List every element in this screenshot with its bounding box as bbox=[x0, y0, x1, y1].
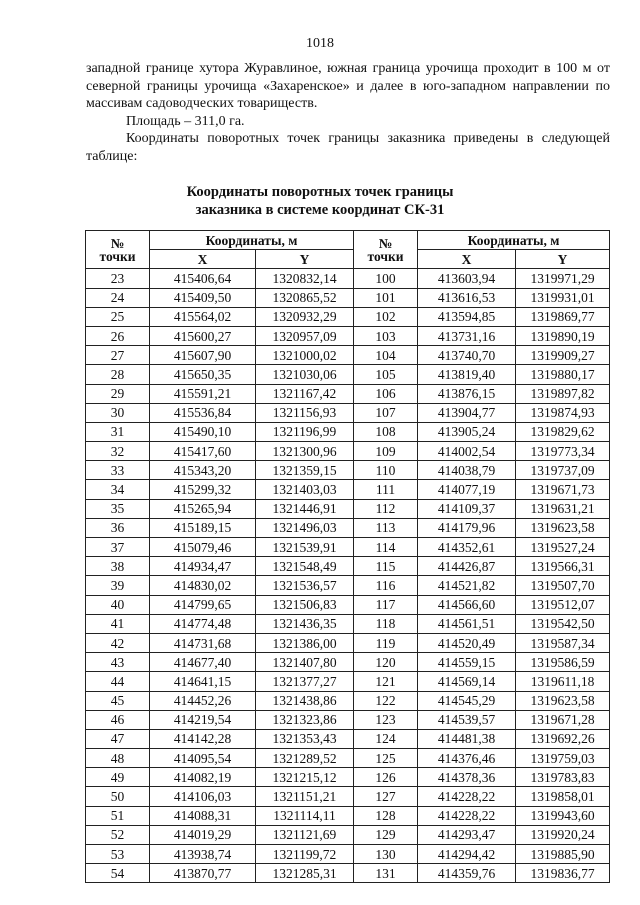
header-point-number-right: № точки bbox=[354, 231, 418, 269]
cell-x-right: 413876,15 bbox=[418, 384, 516, 403]
cell-x-right: 414228,22 bbox=[418, 806, 516, 825]
cell-x-left: 415490,10 bbox=[150, 422, 256, 441]
table-row bbox=[86, 825, 610, 844]
cell-y-right: 1319759,03 bbox=[516, 749, 610, 768]
cell-x-left: 414142,28 bbox=[150, 729, 256, 748]
table-row bbox=[86, 538, 610, 557]
cell-y-left: 1320832,14 bbox=[256, 269, 354, 288]
cell-point-number-left: 40 bbox=[86, 595, 150, 614]
cell-point-number-right: 103 bbox=[354, 326, 418, 345]
cell-x-left: 415564,02 bbox=[150, 307, 256, 326]
cell-point-number-right: 111 bbox=[354, 480, 418, 499]
cell-x-right: 413616,53 bbox=[418, 288, 516, 307]
cell-y-left: 1321377,27 bbox=[256, 672, 354, 691]
cell-y-right: 1319858,01 bbox=[516, 787, 610, 806]
cell-y-left: 1321496,03 bbox=[256, 518, 354, 537]
cell-y-left: 1321030,06 bbox=[256, 365, 354, 384]
header-point-number-left: № точки bbox=[86, 231, 150, 269]
cell-point-number-left: 32 bbox=[86, 442, 150, 461]
cell-x-left: 415343,20 bbox=[150, 461, 256, 480]
cell-x-right: 413731,16 bbox=[418, 326, 516, 345]
cell-x-right: 414566,60 bbox=[418, 595, 516, 614]
cell-y-left: 1321300,96 bbox=[256, 442, 354, 461]
cell-y-right: 1319869,77 bbox=[516, 307, 610, 326]
cell-x-left: 414774,48 bbox=[150, 614, 256, 633]
cell-x-right: 414378,36 bbox=[418, 768, 516, 787]
cell-point-number-left: 33 bbox=[86, 461, 150, 480]
table-row bbox=[86, 729, 610, 748]
header-x-left: X bbox=[150, 250, 256, 269]
cell-x-right: 413819,40 bbox=[418, 365, 516, 384]
cell-point-number-right: 131 bbox=[354, 864, 418, 883]
cell-y-right: 1319874,93 bbox=[516, 403, 610, 422]
cell-point-number-left: 31 bbox=[86, 422, 150, 441]
cell-y-left: 1321353,43 bbox=[256, 729, 354, 748]
cell-x-right: 414352,61 bbox=[418, 538, 516, 557]
cell-point-number-right: 123 bbox=[354, 710, 418, 729]
cell-x-right: 414077,19 bbox=[418, 480, 516, 499]
table-row bbox=[86, 845, 610, 864]
cell-point-number-left: 23 bbox=[86, 269, 150, 288]
cell-y-right: 1319623,58 bbox=[516, 691, 610, 710]
cell-point-number-left: 49 bbox=[86, 768, 150, 787]
cell-x-left: 413870,77 bbox=[150, 864, 256, 883]
cell-point-number-left: 52 bbox=[86, 825, 150, 844]
table-row bbox=[86, 403, 610, 422]
cell-y-right: 1319897,82 bbox=[516, 384, 610, 403]
cell-x-left: 415417,60 bbox=[150, 442, 256, 461]
intro-paragraph-area: Площадь – 311,0 га. bbox=[126, 113, 245, 129]
table-row bbox=[86, 499, 610, 518]
table-row bbox=[86, 672, 610, 691]
cell-point-number-left: 29 bbox=[86, 384, 150, 403]
cell-x-left: 414799,65 bbox=[150, 595, 256, 614]
table-row bbox=[86, 269, 610, 288]
cell-x-right: 414539,57 bbox=[418, 710, 516, 729]
cell-x-left: 414088,31 bbox=[150, 806, 256, 825]
table-row bbox=[86, 442, 610, 461]
cell-y-right: 1319737,09 bbox=[516, 461, 610, 480]
cell-point-number-left: 34 bbox=[86, 480, 150, 499]
cell-x-right: 413740,70 bbox=[418, 346, 516, 365]
cell-x-left: 414095,54 bbox=[150, 749, 256, 768]
cell-point-number-right: 118 bbox=[354, 614, 418, 633]
cell-x-left: 415591,21 bbox=[150, 384, 256, 403]
cell-x-left: 415409,50 bbox=[150, 288, 256, 307]
cell-y-right: 1319587,34 bbox=[516, 633, 610, 652]
header-y-right: Y bbox=[516, 250, 610, 269]
cell-y-right: 1319909,27 bbox=[516, 346, 610, 365]
cell-x-left: 415406,64 bbox=[150, 269, 256, 288]
cell-y-right: 1319507,70 bbox=[516, 576, 610, 595]
cell-point-number-right: 104 bbox=[354, 346, 418, 365]
cell-x-left: 414677,40 bbox=[150, 653, 256, 672]
cell-point-number-left: 35 bbox=[86, 499, 150, 518]
cell-x-left: 415536,84 bbox=[150, 403, 256, 422]
cell-x-left: 413938,74 bbox=[150, 845, 256, 864]
cell-x-right: 414559,15 bbox=[418, 653, 516, 672]
cell-x-right: 413603,94 bbox=[418, 269, 516, 288]
cell-y-left: 1320957,09 bbox=[256, 326, 354, 345]
cell-point-number-left: 25 bbox=[86, 307, 150, 326]
cell-point-number-left: 28 bbox=[86, 365, 150, 384]
cell-x-left: 415079,46 bbox=[150, 538, 256, 557]
cell-point-number-right: 107 bbox=[354, 403, 418, 422]
table-title-line-1: Координаты поворотных точек границы bbox=[186, 184, 454, 200]
cell-y-left: 1321536,57 bbox=[256, 576, 354, 595]
cell-point-number-left: 54 bbox=[86, 864, 150, 883]
cell-x-left: 415650,35 bbox=[150, 365, 256, 384]
cell-y-right: 1319566,31 bbox=[516, 557, 610, 576]
cell-y-left: 1321436,35 bbox=[256, 614, 354, 633]
cell-x-right: 414569,14 bbox=[418, 672, 516, 691]
table-row bbox=[86, 768, 610, 787]
cell-x-right: 414002,54 bbox=[418, 442, 516, 461]
cell-x-right: 414545,29 bbox=[418, 691, 516, 710]
cell-point-number-right: 106 bbox=[354, 384, 418, 403]
cell-point-number-left: 26 bbox=[86, 326, 150, 345]
cell-y-right: 1319586,59 bbox=[516, 653, 610, 672]
cell-x-left: 414082,19 bbox=[150, 768, 256, 787]
cell-y-left: 1321215,12 bbox=[256, 768, 354, 787]
cell-x-right: 414228,22 bbox=[418, 787, 516, 806]
table-row bbox=[86, 365, 610, 384]
cell-y-right: 1319671,28 bbox=[516, 710, 610, 729]
table-row bbox=[86, 806, 610, 825]
cell-point-number-left: 24 bbox=[86, 288, 150, 307]
cell-x-right: 414520,49 bbox=[418, 633, 516, 652]
cell-y-left: 1321539,91 bbox=[256, 538, 354, 557]
cell-point-number-left: 36 bbox=[86, 518, 150, 537]
cell-x-left: 414641,15 bbox=[150, 672, 256, 691]
cell-x-right: 414561,51 bbox=[418, 614, 516, 633]
intro-paragraph-1: западной границе хутора Журавлиное, южная граница урочища проходит в 100 м от северной границы урочища «Захаренское» и далее в юго-западном направлении по массивам садоводческих товариществ. bbox=[86, 61, 610, 111]
cell-point-number-left: 46 bbox=[86, 710, 150, 729]
cell-y-right: 1319783,83 bbox=[516, 768, 610, 787]
cell-y-right: 1319692,26 bbox=[516, 729, 610, 748]
cell-point-number-left: 39 bbox=[86, 576, 150, 595]
cell-y-right: 1319836,77 bbox=[516, 864, 610, 883]
cell-point-number-left: 43 bbox=[86, 653, 150, 672]
cell-x-right: 414359,76 bbox=[418, 864, 516, 883]
cell-y-right: 1319885,90 bbox=[516, 845, 610, 864]
cell-y-left: 1321323,86 bbox=[256, 710, 354, 729]
cell-point-number-left: 41 bbox=[86, 614, 150, 633]
cell-x-left: 414830,02 bbox=[150, 576, 256, 595]
cell-point-number-left: 30 bbox=[86, 403, 150, 422]
table-row bbox=[86, 422, 610, 441]
coordinates-table bbox=[85, 230, 610, 883]
cell-x-right: 414426,87 bbox=[418, 557, 516, 576]
cell-y-left: 1321167,42 bbox=[256, 384, 354, 403]
header-y-left: Y bbox=[256, 250, 354, 269]
cell-point-number-right: 120 bbox=[354, 653, 418, 672]
cell-point-number-left: 51 bbox=[86, 806, 150, 825]
cell-point-number-right: 105 bbox=[354, 365, 418, 384]
cell-y-right: 1319931,01 bbox=[516, 288, 610, 307]
cell-x-right: 414109,37 bbox=[418, 499, 516, 518]
cell-y-left: 1321156,93 bbox=[256, 403, 354, 422]
cell-point-number-right: 102 bbox=[354, 307, 418, 326]
cell-y-right: 1319971,29 bbox=[516, 269, 610, 288]
cell-y-right: 1319890,19 bbox=[516, 326, 610, 345]
cell-y-left: 1321289,52 bbox=[256, 749, 354, 768]
cell-x-right: 413905,24 bbox=[418, 422, 516, 441]
cell-point-number-right: 115 bbox=[354, 557, 418, 576]
table-row bbox=[86, 518, 610, 537]
cell-point-number-left: 45 bbox=[86, 691, 150, 710]
cell-y-right: 1319542,50 bbox=[516, 614, 610, 633]
cell-x-left: 415607,90 bbox=[150, 346, 256, 365]
table-row bbox=[86, 653, 610, 672]
cell-y-left: 1321438,86 bbox=[256, 691, 354, 710]
cell-y-left: 1321285,31 bbox=[256, 864, 354, 883]
cell-point-number-left: 44 bbox=[86, 672, 150, 691]
cell-point-number-right: 130 bbox=[354, 845, 418, 864]
cell-y-left: 1321548,49 bbox=[256, 557, 354, 576]
cell-y-left: 1321199,72 bbox=[256, 845, 354, 864]
cell-point-number-right: 125 bbox=[354, 749, 418, 768]
cell-point-number-right: 129 bbox=[354, 825, 418, 844]
cell-x-right: 413904,77 bbox=[418, 403, 516, 422]
table-row bbox=[86, 633, 610, 652]
table-row bbox=[86, 461, 610, 480]
cell-point-number-right: 112 bbox=[354, 499, 418, 518]
cell-y-right: 1319631,21 bbox=[516, 499, 610, 518]
cell-y-right: 1319527,24 bbox=[516, 538, 610, 557]
cell-point-number-right: 122 bbox=[354, 691, 418, 710]
table-row bbox=[86, 346, 610, 365]
table-title bbox=[0, 183, 640, 219]
cell-y-right: 1319773,34 bbox=[516, 442, 610, 461]
table-row bbox=[86, 557, 610, 576]
cell-y-left: 1321151,21 bbox=[256, 787, 354, 806]
table-row bbox=[86, 749, 610, 768]
table-row bbox=[86, 787, 610, 806]
cell-point-number-right: 116 bbox=[354, 576, 418, 595]
cell-y-left: 1320932,29 bbox=[256, 307, 354, 326]
cell-point-number-right: 108 bbox=[354, 422, 418, 441]
cell-y-left: 1321407,80 bbox=[256, 653, 354, 672]
cell-x-left: 414019,29 bbox=[150, 825, 256, 844]
coordinates-table-body bbox=[86, 269, 610, 883]
cell-point-number-right: 117 bbox=[354, 595, 418, 614]
cell-x-left: 414106,03 bbox=[150, 787, 256, 806]
cell-point-number-left: 42 bbox=[86, 633, 150, 652]
cell-x-right: 414376,46 bbox=[418, 749, 516, 768]
cell-y-right: 1319512,07 bbox=[516, 595, 610, 614]
table-row bbox=[86, 614, 610, 633]
cell-y-left: 1321121,69 bbox=[256, 825, 354, 844]
cell-point-number-right: 109 bbox=[354, 442, 418, 461]
cell-x-right: 413594,85 bbox=[418, 307, 516, 326]
cell-y-left: 1321386,00 bbox=[256, 633, 354, 652]
cell-y-left: 1321446,91 bbox=[256, 499, 354, 518]
table-row bbox=[86, 576, 610, 595]
cell-y-right: 1319943,60 bbox=[516, 806, 610, 825]
cell-x-right: 414293,47 bbox=[418, 825, 516, 844]
cell-point-number-right: 110 bbox=[354, 461, 418, 480]
cell-x-left: 415299,32 bbox=[150, 480, 256, 499]
cell-point-number-right: 114 bbox=[354, 538, 418, 557]
cell-point-number-left: 48 bbox=[86, 749, 150, 768]
table-row bbox=[86, 288, 610, 307]
table-row bbox=[86, 326, 610, 345]
cell-x-right: 414179,96 bbox=[418, 518, 516, 537]
table-row bbox=[86, 480, 610, 499]
table-row bbox=[86, 595, 610, 614]
cell-y-right: 1319829,62 bbox=[516, 422, 610, 441]
table-row bbox=[86, 384, 610, 403]
cell-y-left: 1321359,15 bbox=[256, 461, 354, 480]
cell-y-left: 1321196,99 bbox=[256, 422, 354, 441]
cell-y-left: 1321506,83 bbox=[256, 595, 354, 614]
table-row bbox=[86, 307, 610, 326]
page-number: 1018 bbox=[306, 36, 334, 51]
cell-x-left: 414452,26 bbox=[150, 691, 256, 710]
table-row bbox=[86, 691, 610, 710]
cell-y-right: 1319920,24 bbox=[516, 825, 610, 844]
cell-point-number-right: 101 bbox=[354, 288, 418, 307]
cell-y-right: 1319671,73 bbox=[516, 480, 610, 499]
cell-point-number-left: 27 bbox=[86, 346, 150, 365]
intro-paragraph-table-ref: Координаты поворотных точек границы заказника приведены в следующей таблице: bbox=[86, 131, 610, 164]
cell-x-right: 414294,42 bbox=[418, 845, 516, 864]
cell-x-left: 414934,47 bbox=[150, 557, 256, 576]
cell-point-number-right: 121 bbox=[354, 672, 418, 691]
cell-point-number-right: 126 bbox=[354, 768, 418, 787]
table-row bbox=[86, 710, 610, 729]
cell-point-number-left: 38 bbox=[86, 557, 150, 576]
cell-x-left: 415189,15 bbox=[150, 518, 256, 537]
cell-point-number-right: 127 bbox=[354, 787, 418, 806]
cell-x-right: 414481,38 bbox=[418, 729, 516, 748]
header-coordinates-left: Координаты, м bbox=[150, 231, 354, 250]
cell-x-left: 415600,27 bbox=[150, 326, 256, 345]
cell-point-number-right: 128 bbox=[354, 806, 418, 825]
header-x-right: X bbox=[418, 250, 516, 269]
cell-point-number-right: 100 bbox=[354, 269, 418, 288]
header-coordinates-right: Координаты, м bbox=[418, 231, 610, 250]
table-row bbox=[86, 864, 610, 883]
cell-x-left: 414731,68 bbox=[150, 633, 256, 652]
cell-point-number-right: 113 bbox=[354, 518, 418, 537]
cell-point-number-right: 119 bbox=[354, 633, 418, 652]
cell-point-number-left: 37 bbox=[86, 538, 150, 557]
table-title-line-2: заказника в системе координат СК-31 bbox=[195, 202, 445, 218]
cell-y-right: 1319880,17 bbox=[516, 365, 610, 384]
cell-point-number-left: 50 bbox=[86, 787, 150, 806]
cell-y-left: 1320865,52 bbox=[256, 288, 354, 307]
cell-point-number-left: 47 bbox=[86, 729, 150, 748]
cell-y-right: 1319611,18 bbox=[516, 672, 610, 691]
cell-point-number-right: 124 bbox=[354, 729, 418, 748]
cell-y-left: 1321000,02 bbox=[256, 346, 354, 365]
cell-y-left: 1321114,11 bbox=[256, 806, 354, 825]
cell-y-right: 1319623,58 bbox=[516, 518, 610, 537]
cell-y-left: 1321403,03 bbox=[256, 480, 354, 499]
cell-x-left: 415265,94 bbox=[150, 499, 256, 518]
cell-point-number-left: 53 bbox=[86, 845, 150, 864]
intro-text bbox=[86, 60, 610, 165]
cell-x-right: 414521,82 bbox=[418, 576, 516, 595]
cell-x-right: 414038,79 bbox=[418, 461, 516, 480]
cell-x-left: 414219,54 bbox=[150, 710, 256, 729]
